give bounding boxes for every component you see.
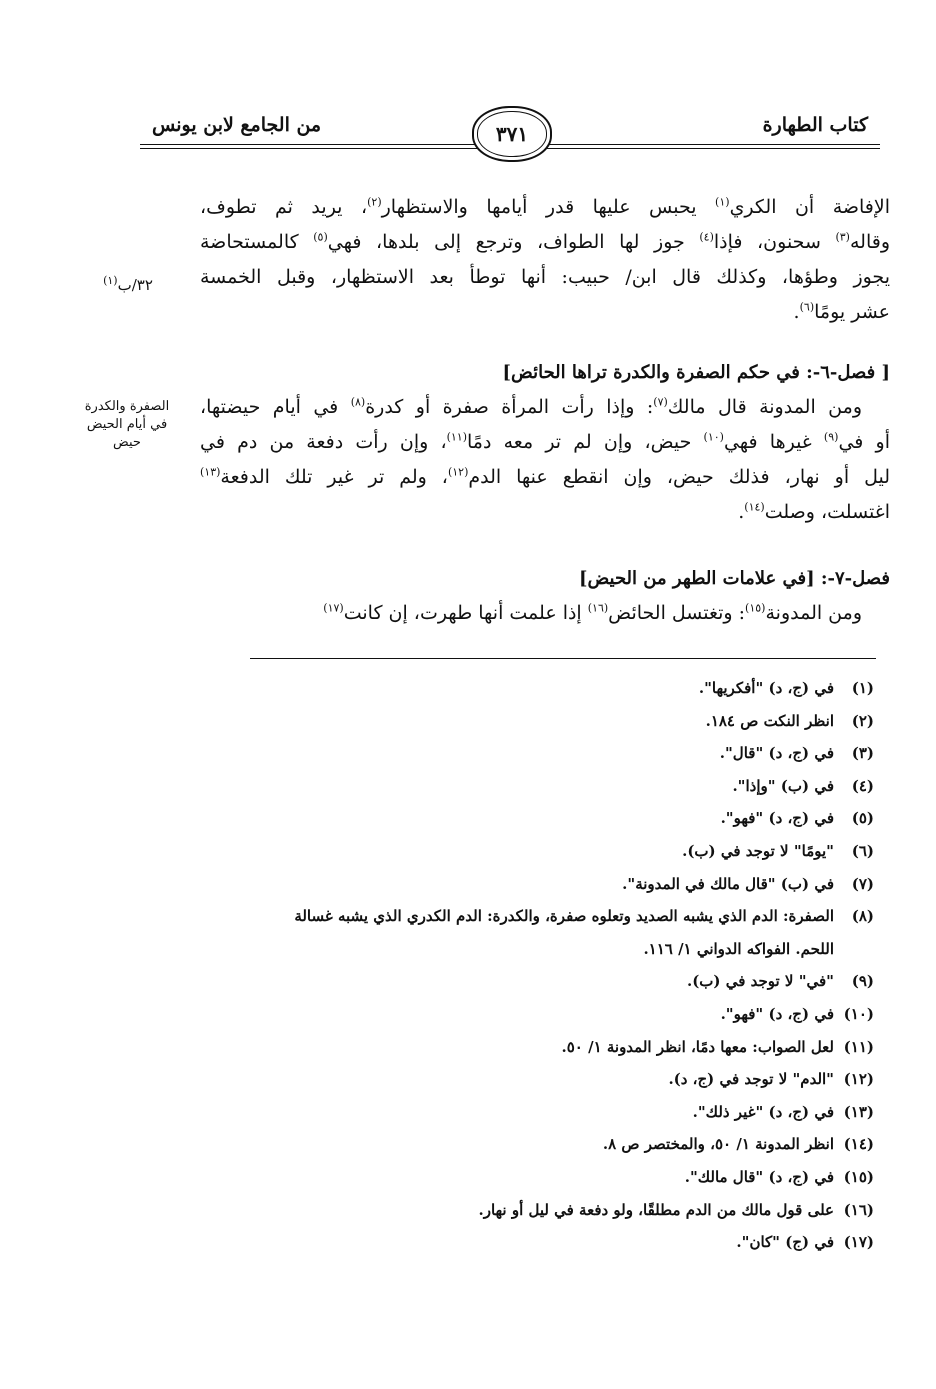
footnote: (٣)في (ج، د) "قال". bbox=[719, 744, 874, 763]
footnote: (٤)في (ب) "وإذا". bbox=[732, 776, 874, 795]
text-line: ومن المدونة قال مالك$^{(٧)}$: وإذا رأت المرأة صفرة أو كدرة$^{(٨)}$ في أيام حيضتها، bbox=[200, 395, 862, 418]
footnote: (١٤)انظر المدونة ١/ ٥٠، والمختصر ص ٨. bbox=[602, 1135, 874, 1154]
text-line: ليل أو نهار، فذلك حيض، وإن انقطع عنها الدم$^{(١٢)}$، ولم تر غير تلك الدفعة$^{(١٣)}$ bbox=[200, 465, 890, 488]
page-number: ٣٧١ bbox=[495, 122, 529, 146]
footnote: (٩)"في" لا توجد في (ب). bbox=[686, 972, 874, 991]
text-line: ومن المدونة$^{(١٥)}$: وتغتسل الحائض$^{(١٦)}$ إذا علمت أنها طهرت، إن كانت$^{(١٧)}$ bbox=[323, 601, 862, 624]
text-line: أو في$^{(٩)}$ غيرها فهي$^{(١٠)}$ حيض، وإن لم تر معه دمًا$^{(١١)}$، وإن رأت دفعة من دم في bbox=[200, 430, 890, 453]
footnote: (١)في (ج، د) "أفكريها". bbox=[698, 679, 874, 697]
footnote: (٥)في (ج، د) "فهو". bbox=[720, 809, 874, 828]
footnote: (٨)الصفرة: الدم الذي يشبه الصديد وتعلوه صفرة، والكدرة: الدم الكدري الذي يشبه غسالة bbox=[294, 907, 874, 926]
text-line: يجوز وطؤها، وكذلك قال ابن/ حبيب: أنها توطأ بعد الاستظهار، وقبل الخمسة bbox=[200, 266, 890, 288]
section-6 bbox=[200, 356, 890, 530]
margin-topic-note bbox=[72, 398, 182, 452]
running-header bbox=[140, 108, 880, 160]
footnote-separator bbox=[250, 658, 876, 659]
footnote: (١١)لعل الصواب: معها دمًا، انظر المدونة ١/ ٥٠. bbox=[561, 1037, 874, 1056]
footnotes bbox=[184, 672, 874, 1259]
margin-note-line: في أيام الحيض bbox=[86, 417, 168, 432]
source-title: من الجامع لابن يونس bbox=[152, 114, 322, 136]
book-title: كتاب الطهارة bbox=[762, 114, 868, 136]
text-line: عشر يومًا$^{(٦)}$. bbox=[793, 300, 890, 323]
page-number-medallion bbox=[472, 106, 552, 162]
footnote: (١٢)"الدم" لا توجد في (ج، د). bbox=[668, 1070, 874, 1089]
section-7 bbox=[200, 562, 890, 631]
footnote: (١٧)في (ج) "كان". bbox=[736, 1233, 874, 1252]
folio-marker: ٣٢/ب$^{(١)}$ bbox=[103, 274, 153, 294]
text-line: الإفاضة أن الكري$^{(١)}$ يحبس عليها قدر أيامها والاستظهار$^{(٢)}$، يريد ثم تطوف، bbox=[200, 195, 890, 218]
footnote: (٢)انظر النكت ص ١٨٤. bbox=[705, 711, 874, 730]
footnote: (١٥)في (ج، د) "قال مالك". bbox=[684, 1167, 874, 1186]
footnote: (٧)في (ب) "قال مالك في المدونة". bbox=[622, 874, 874, 893]
footnote: (١٠)في (ج، د) "فهو". bbox=[720, 1004, 874, 1023]
margin-note-line: الصفرة والكدرة bbox=[84, 399, 170, 414]
section-7-heading: فصل-٧-: [في علامات الطهر من الحيض] bbox=[578, 568, 890, 589]
text-line: وقاله$^{(٣)}$ سحنون، فإذا$^{(٤)}$ جوز لها الطواف، وترجع إلى بلدها، فهي$^{(٥)}$ كالمستحاضة bbox=[200, 230, 890, 253]
footnote-continuation: اللحم. الفواكه الدواني ١/ ١١٦. bbox=[643, 939, 834, 958]
margin-note-line: حيض bbox=[113, 435, 141, 450]
text-line: اغتسلت، وصلت$^{(١٤)}$. bbox=[738, 500, 890, 523]
footnote: (١٦)على قول مالك من الدم مطلقًا، ولو دفعة في ليل أو نهار. bbox=[478, 1200, 874, 1219]
section-6-heading: [ فصل-٦-: في حكم الصفرة والكدرة تراها الحائض] bbox=[502, 362, 890, 383]
footnote: (١٣)في (ج، د) "غير ذلك". bbox=[692, 1102, 874, 1121]
footnote: (٦)"يومًا" لا توجد في (ب). bbox=[682, 841, 874, 860]
paragraph-1 bbox=[200, 190, 890, 330]
